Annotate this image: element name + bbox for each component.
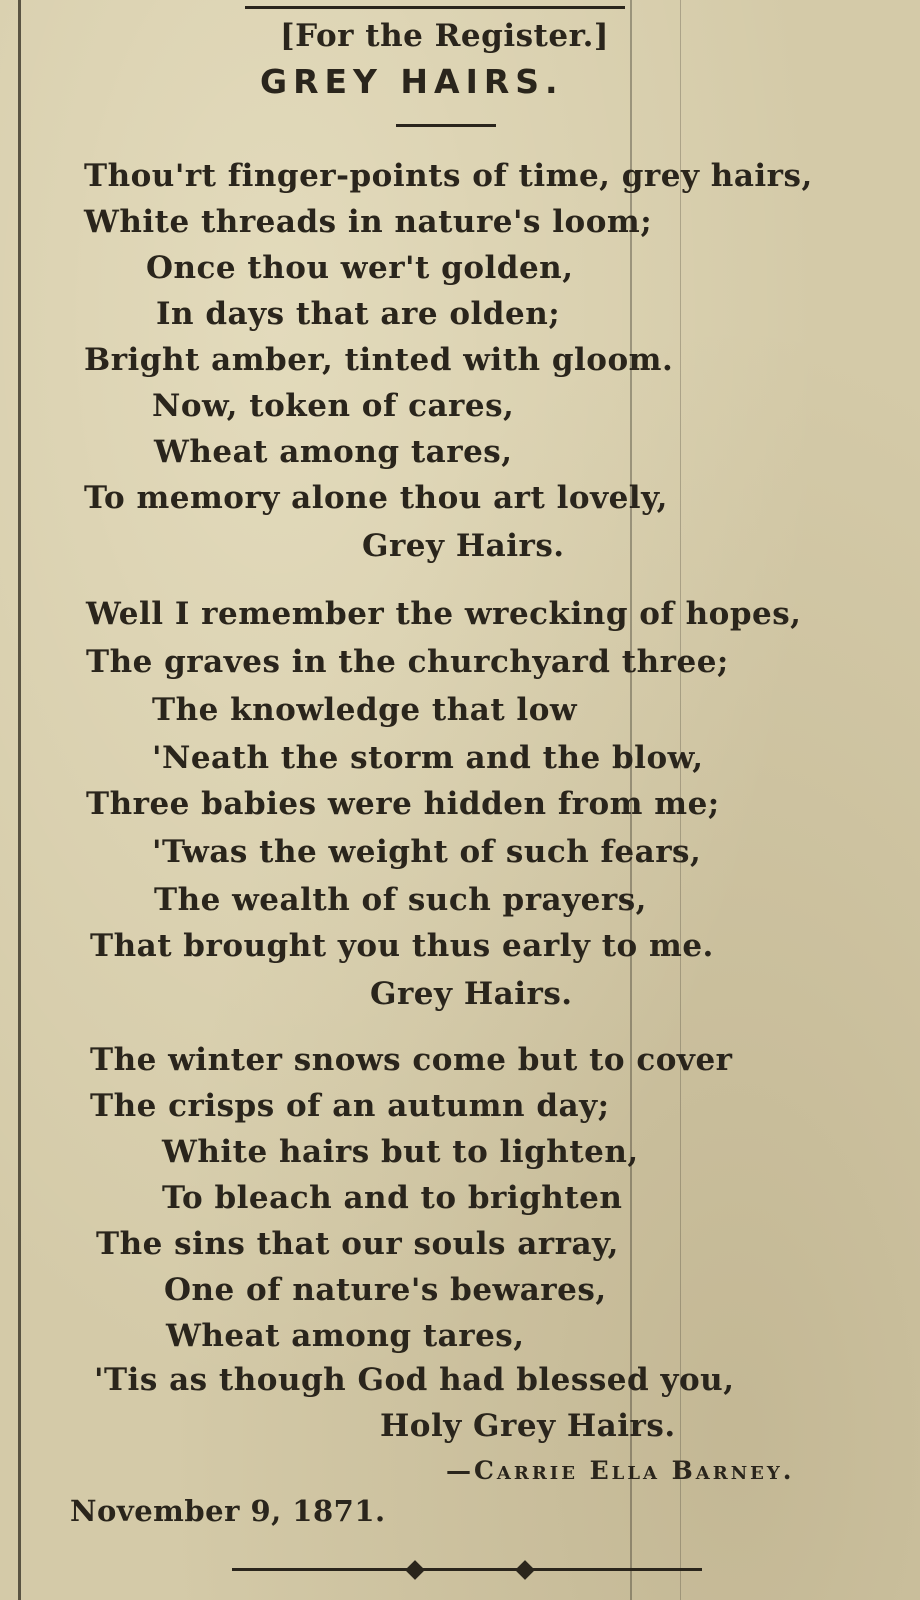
publication-date: November 9, 1871. — [70, 1494, 386, 1528]
column-rule-left — [18, 0, 21, 1600]
poem-line: Three babies were hidden from me; — [86, 786, 720, 822]
poem-line: 'Twas the weight of such fears, — [152, 834, 702, 870]
poem-line: One of nature's bewares, — [164, 1272, 607, 1308]
poem-title: GREY HAIRS. — [260, 62, 564, 101]
refrain: Grey Hairs. — [370, 976, 573, 1012]
poem-line: White threads in nature's loom; — [84, 204, 653, 240]
poem-line: 'Tis as though God had blessed you, — [94, 1362, 735, 1398]
poem-line: The crisps of an autumn day; — [90, 1088, 610, 1124]
poem-line: Wheat among tares, — [166, 1318, 525, 1354]
poem-line: The knowledge that low — [152, 692, 578, 728]
poem-line: The graves in the churchyard three; — [86, 644, 729, 680]
poem-line: Now, token of cares, — [152, 388, 515, 424]
poem-line: Thou'rt finger-points of time, grey hairs, — [84, 158, 813, 194]
refrain: Holy Grey Hairs. — [380, 1408, 676, 1444]
poem-line: To bleach and to brighten — [162, 1180, 623, 1216]
poem-line: The winter snows come but to cover — [90, 1042, 733, 1078]
attribution-line: [For the Register.] — [280, 18, 610, 54]
bottom-ornament-rule — [232, 1568, 702, 1571]
author-signature: —Carrie Ella Barney. — [446, 1456, 795, 1485]
poem-line: That brought you thus early to me. — [90, 928, 714, 964]
poem-line: To memory alone thou art lovely, — [84, 480, 668, 516]
poem-line: The sins that our souls array, — [96, 1226, 619, 1262]
refrain: Grey Hairs. — [362, 528, 565, 564]
poem-line: In days that are olden; — [156, 296, 561, 332]
poem-line: 'Neath the storm and the blow, — [152, 740, 704, 776]
poem-line: Wheat among tares, — [154, 434, 513, 470]
title-separator — [396, 124, 496, 127]
poem-line: White hairs but to lighten, — [162, 1134, 639, 1170]
poem-line: Once thou wer't golden, — [146, 250, 574, 286]
poem-line: The wealth of such prayers, — [154, 882, 647, 918]
poem-line: Bright amber, tinted with gloom. — [84, 342, 674, 378]
poem-line: Well I remember the wrecking of hopes, — [86, 596, 802, 632]
column-rule-top — [245, 6, 625, 9]
